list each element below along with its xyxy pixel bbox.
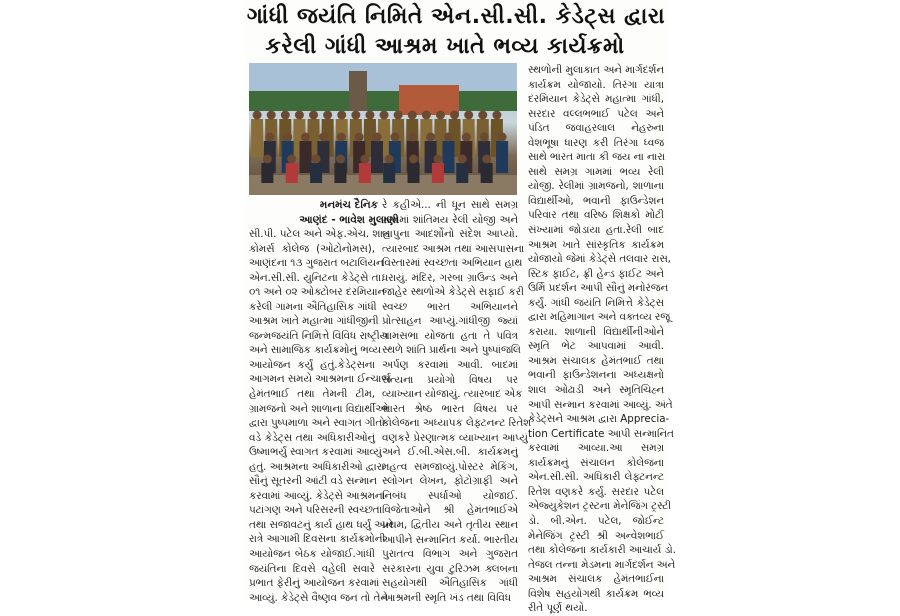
article-line: હતું. આશ્રમના અધિકારીઓ દ્વારા bbox=[249, 460, 385, 473]
article-line: કરેલી ગામના ઐતિહાસિક ગાંધી bbox=[249, 300, 377, 313]
article-line: દ્વારા પુષ્પમાળા અને સ્વાગત ગીતો bbox=[249, 417, 385, 430]
article-line: કર્યું. ગાંધી જયંતિ નિમિત્તે કેડેટ્સ bbox=[528, 296, 664, 309]
newspaper-source: મનમંચ દૈનિક bbox=[319, 199, 379, 211]
article-line: સૌનું સૂતરની આંટી વડે સન્માન bbox=[249, 475, 377, 488]
article-line: સ્થળે શાંતિ પ્રાર્થના અને પુષ્પાંજલિ bbox=[382, 344, 521, 357]
person-head bbox=[337, 133, 346, 142]
article-line: દરમિયાન કેડેટ્સે મહાત્મા ગાંધી, bbox=[528, 93, 664, 106]
article-line: અને ઈ.બી.એસ.બી. કાર્યક્રમનું bbox=[382, 446, 518, 459]
person-head bbox=[426, 133, 435, 142]
article-line: જાહેર સ્થળોએ કેડેટ્સે સફાઈ કરી bbox=[382, 286, 524, 299]
person-figure bbox=[334, 163, 346, 183]
article-line: આણંદના ૧૩ ગુજરાત બટાલિયન bbox=[249, 257, 384, 270]
person-head bbox=[365, 111, 374, 120]
article-line: ડો. બી.એન. પટેલ, જોઈન્ટ bbox=[528, 514, 664, 527]
person-head bbox=[380, 111, 389, 120]
article-line: સરદાર વલ્લભભાઈ પટેલ અને bbox=[528, 107, 664, 120]
person-head bbox=[263, 155, 272, 164]
group-photo bbox=[249, 63, 517, 195]
article-line: સ્ટિક ફાઈટ, ફ્રી હેન્ડ ફાઈટ અને bbox=[528, 267, 664, 280]
article-line: વ્યાખ્યાન યોજાયું. ત્યારબાદ એક bbox=[382, 388, 523, 401]
article-line: વિસ્તારમાં સ્વચ્છતા અભિયાન હાથ bbox=[382, 257, 523, 270]
article-line: ગ્રામજનો અને શાળાના વિદ્યાર્થીઓ bbox=[249, 402, 389, 415]
article-line: યોજાયો જેમાં કેડેટ્સે તલવાર રાસ, bbox=[528, 253, 671, 266]
person-head bbox=[312, 155, 321, 164]
person-head bbox=[287, 155, 296, 164]
person-head bbox=[295, 111, 304, 120]
article-line: પટાંગણ અને પરિસરની સ્વચ્છતા bbox=[249, 504, 383, 517]
person-figure bbox=[371, 141, 383, 173]
article-line: વિજેતાઓને શ્રી હેમંતભાઈએ bbox=[382, 504, 518, 517]
person-head bbox=[265, 133, 274, 142]
person-figure bbox=[310, 163, 322, 183]
article-line: મેનેજિંગ ટ્રસ્ટી શ્રી અન્વેશભાઈ bbox=[528, 529, 664, 542]
article-line: સરકારના યુવા ટુરિઝમ ક્લબના bbox=[382, 562, 518, 575]
article-line: કોલેજના અધ્યાપક લેફ્ટનન્ટ રિતેશ bbox=[382, 417, 532, 430]
person-head bbox=[462, 133, 471, 142]
article-line: આશ્રમની સ્મૃતિ ખંડ તથા વિવિધ bbox=[382, 591, 512, 604]
person-figure bbox=[481, 163, 493, 183]
article-line: ગામમાં શાંતિમય રેલી યોજી અને bbox=[382, 213, 518, 226]
article-line: યોજી. રેલીમાં ગ્રામજનો, શાળાના bbox=[528, 180, 664, 193]
article-line: પ્રભાત ફેરીનું આયોજન કરવામાં bbox=[249, 577, 380, 590]
person-head bbox=[309, 111, 318, 120]
person-head bbox=[408, 111, 417, 120]
article-line: આપીને સન્માનિત કર્યા. ભારતીય bbox=[382, 533, 519, 546]
person-figure bbox=[456, 163, 468, 183]
person-head bbox=[301, 133, 310, 142]
article-line: આશ્રમ સંચાલક હેમંતભાઈના bbox=[528, 573, 664, 586]
article-line: ઉર્મિ પ્રદર્શન આપી સૌનું મનોરંજન bbox=[528, 282, 669, 295]
person-head bbox=[267, 111, 276, 120]
article-line: સ્મૃતિ ભેટ આપવામાં આવી. bbox=[528, 340, 664, 353]
article-line: સ્થળોની મુલાકાત અને માર્ગદર્શન bbox=[528, 64, 664, 76]
person-figure bbox=[286, 163, 298, 183]
person-head bbox=[450, 111, 459, 120]
article-line: સાથે ભારત માતા કી જય ના નારા bbox=[528, 151, 666, 164]
article-line: પ્રથમ, દ્વિતીય અને તૃતીય સ્થાન bbox=[382, 519, 518, 532]
article-line: આગમન સમયે આશ્રમના ઈન્ચાર્જ bbox=[249, 373, 391, 386]
person-head bbox=[351, 111, 360, 120]
article-line: વિશેષ સહયોગથી કાર્યક્રમ ભવ્ય bbox=[528, 587, 664, 600]
person-head bbox=[253, 111, 262, 120]
person-head bbox=[360, 155, 369, 164]
article-line: અને સામાજિક કાર્યક્રમોનું ભવ્ય bbox=[249, 344, 381, 357]
article-line: ધરાયું. મંદિર, ગરબા ગ્રાઉન્ડ અને bbox=[382, 271, 518, 284]
place-reporter: આણંદ - ભાવેશ મુલાણી bbox=[299, 214, 399, 226]
article-line: રીતે પૂર્ણ થયો. bbox=[528, 602, 588, 615]
article-line: ગામસભા યોજતા હતા તે પવિત્ર bbox=[382, 329, 518, 342]
article-line: વણકરે પ્રેરણાત્મક વ્યાખ્યાન આપ્યું bbox=[382, 431, 528, 444]
person-head bbox=[373, 133, 382, 142]
article-line: આશ્રમ સંચાલક હેમંતભાઈ તથા bbox=[528, 354, 664, 367]
article-line: કાર્યક્રમ યોજાયો. તિરંગા યાત્રા bbox=[528, 78, 664, 91]
article-line: સંખ્યામાં જોડાયા હતા.રેલી બાદ bbox=[528, 224, 664, 237]
person-head bbox=[422, 111, 431, 120]
article-line: નિબંધ સ્પર્ધાઓ યોજાઈ. bbox=[382, 489, 518, 502]
article-line: દ્વારા મહિમાગાન અને વક્તવ્ય રજૂ bbox=[528, 311, 670, 324]
article-line: કરાયા. શાળાની વિદ્યાર્થીનીઓને bbox=[528, 325, 664, 338]
article-line: કોમર્સ કોલેજ (ઓટોનોમસ), bbox=[249, 242, 375, 255]
article-column-1 bbox=[249, 227, 393, 605]
article-line: પુરાતત્વ વિભાગ અને ગુજરાત bbox=[382, 548, 518, 561]
article-line: તેજલ તન્ના મેડમના માર્ગદર્શન અને bbox=[528, 558, 676, 571]
article-line: તથા કોલેજના કાર્યકારી આચાર્ય ડો. bbox=[528, 544, 676, 557]
person-head bbox=[408, 133, 417, 142]
article-line: પંડિત જવાહરલાલ નેહરુના bbox=[528, 122, 664, 135]
newspaper-clipping bbox=[245, 0, 676, 615]
person-head bbox=[385, 155, 394, 164]
article-line: એન.સી.સી. યુનિટના કેડેટ્સે તા. bbox=[249, 271, 385, 284]
article-line: કરવામાં આવ્યું. કેડેટ્સે આશ્રમના bbox=[249, 489, 386, 502]
article-line: વિદ્યાર્થીઓ, ભવાની ફાઉન્ડેશન bbox=[528, 194, 664, 207]
article-line: આશ્રમ ખાતે સાંસ્કૃતિક કાર્યક્રમ bbox=[528, 238, 664, 251]
article-line: ઉષ્માભર્યું સ્વાગત કરવામાં આવ્યું bbox=[249, 446, 382, 459]
person-figure bbox=[383, 163, 395, 183]
article-line: ભવાની ફાઉન્ડેશનના અધ્યક્ષનો bbox=[528, 369, 664, 382]
article-line: શાલ ઓઢાડી અને સ્મૃતિચિહ્ન bbox=[528, 384, 664, 397]
article-line: આયોજન કર્યું હતું.કેડેટ્સના bbox=[249, 358, 375, 371]
person-head bbox=[444, 133, 453, 142]
person-figure bbox=[496, 141, 508, 173]
article-line: વેશભૂષા ધારણ કરી તિરંગા ધ્વજ bbox=[528, 136, 664, 149]
person-figure bbox=[300, 141, 312, 173]
article-line: આશ્રમ ખાતે મહાત્મા ગાંધીજીની bbox=[249, 315, 379, 328]
person-head bbox=[283, 133, 292, 142]
person-figure bbox=[432, 163, 444, 183]
article-line: હેમંતભાઈ તથા તેમની ટીમ, bbox=[249, 388, 375, 401]
person-figure bbox=[408, 163, 420, 183]
person-head bbox=[458, 155, 467, 164]
article-line: તથા સજાવટનું કાર્ય હાથ ધર્યું અને bbox=[249, 518, 393, 531]
article-line: રાત્રે આગામી દિવસના કાર્યક્રમોની bbox=[249, 533, 386, 546]
person-figure bbox=[442, 141, 454, 173]
article-line: અર્પણ કરવામાં આવી. બાદમાં bbox=[382, 359, 518, 372]
article-line: સ્વચ્છ ભારત અભિયાનને bbox=[382, 300, 518, 313]
article-line: રે કહીએ... ની ધૂન સાથે સમગ્ર bbox=[382, 199, 518, 211]
article-line: જન્મજયંતિ નિમિત્તે વિવિધ રાષ્ટ્રીય bbox=[249, 329, 389, 342]
person-figure bbox=[359, 163, 371, 183]
photo-illustration bbox=[249, 63, 517, 195]
person-head bbox=[336, 155, 345, 164]
article-line: રિતેશ વણકરે કર્યું. સરદાર પટેલ bbox=[528, 485, 664, 498]
person-head bbox=[498, 133, 507, 142]
article-line: આપી સન્માન કરવામાં આવ્યું. અંતે bbox=[528, 398, 673, 411]
article-line: બાપુના આદર્શોનો સંદેશ આપ્યો. bbox=[382, 228, 518, 241]
person-head bbox=[482, 155, 491, 164]
article-line: વડે કેડેટ્સ તથા અધિકારીઓનું bbox=[249, 431, 375, 444]
article-line: આયોજન બેઠક યોજાઈ.ગાંધી bbox=[249, 548, 375, 561]
person-head bbox=[480, 133, 489, 142]
article-line: પ્રોત્સાહન આપ્યું.ગાંધીજી જ્યાં bbox=[382, 315, 518, 328]
person-head bbox=[464, 111, 473, 120]
person-head bbox=[433, 155, 442, 164]
person-head bbox=[394, 111, 403, 120]
person-head bbox=[337, 111, 346, 120]
article-column-3 bbox=[528, 63, 676, 616]
article-line: આવ્યું. કેડેટ્સે વૈષ્ણવ જન તો તેને bbox=[249, 591, 388, 604]
person-head bbox=[319, 133, 328, 142]
person-figure bbox=[251, 119, 263, 157]
headline-line-2: કરેલી ગાંધી આશ્રમ ખાતે ભવ્ય કાર્યક્રમો bbox=[265, 34, 625, 59]
person-head bbox=[323, 111, 332, 120]
headline-line-1: ગાંધી જયંતિ નિમિતે એન.સી.સી. કેડેટ્સ દ્વારા bbox=[246, 4, 666, 29]
article-line: સાથે સમગ્ર ગામમાં ભવ્ય રેલી bbox=[528, 165, 664, 178]
article-line: સત્યના પ્રયોગો વિષય પર bbox=[382, 373, 518, 386]
person-head bbox=[409, 155, 418, 164]
article-line: સી.પી. પટેલ અને એફ.એચ. શાહ bbox=[249, 228, 391, 240]
person-head bbox=[390, 133, 399, 142]
article-line: મહત્વ સમજાવ્યું.પોસ્ટર મેકિંગ, bbox=[382, 460, 518, 473]
article-line: કરવામાં આવ્યા.આ સમગ્ર bbox=[528, 442, 664, 455]
article-line: ભારત શ્રેષ્ઠ ભારત વિષય પર bbox=[382, 402, 518, 415]
article-line: સ્લોગન લેખન, ફોટોગ્રાફી અને bbox=[382, 475, 518, 488]
person-figure bbox=[261, 163, 273, 183]
person-head bbox=[436, 111, 445, 120]
article-line: ત્યારબાદ આશ્રમ તથા આસપાસના bbox=[382, 242, 525, 255]
article-column-2 bbox=[382, 198, 532, 605]
article-line: ૦૧ અને ૦૨ ઓક્ટોબર દરમિયાન bbox=[249, 286, 386, 299]
article-line: tion Certificate આપી સન્માનિત bbox=[528, 427, 674, 440]
article-line: કાર્યક્રમનું સંચાલન કોલેજના bbox=[528, 456, 664, 469]
article-line: સહયોગથી ઐતિહાસિક ગાંધી bbox=[382, 577, 518, 590]
article-line: એન.સી.સી. અધિકારી લેફ્ટનન્ટ bbox=[528, 471, 664, 484]
article-line: જયંતિના દિવસે વહેલી સવારે bbox=[249, 562, 375, 575]
article-line: કેડેટ્સને આશ્રમ દ્વારા Apprecia- bbox=[528, 413, 670, 426]
person-head bbox=[281, 111, 290, 120]
article-line: એજ્યુકેશન ટ્રસ્ટના મેનેજિંગ ટ્રસ્ટી bbox=[528, 500, 672, 513]
person-head bbox=[355, 133, 364, 142]
article-line: પરિવાર તથા વરિષ્ઠ શિક્ષકો મોટી bbox=[528, 209, 664, 222]
person-head bbox=[478, 111, 487, 120]
person-head bbox=[492, 111, 501, 120]
